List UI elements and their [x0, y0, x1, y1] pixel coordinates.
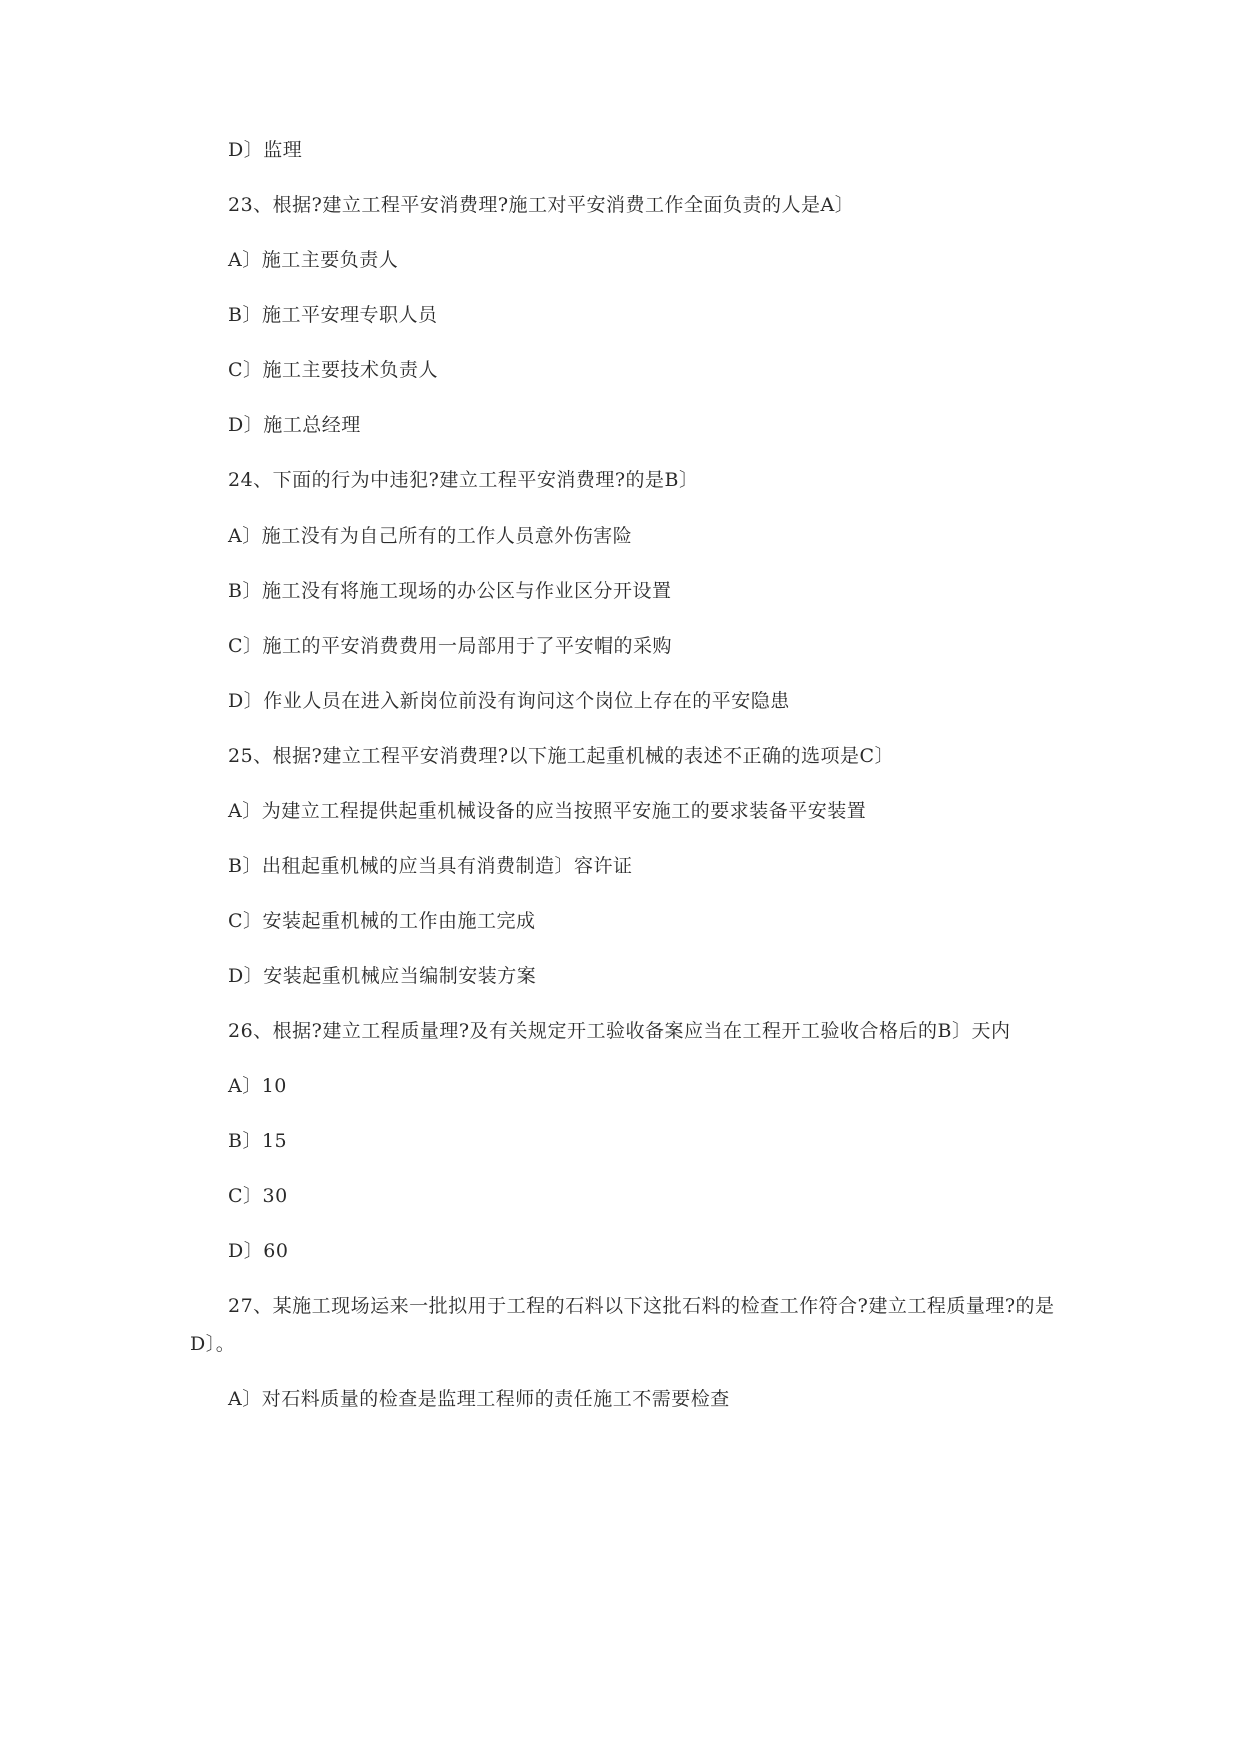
option-b-line: B〕施工没有将施工现场的办公区与作业区分开设置: [228, 580, 672, 602]
question-24: 24、下面的行为中违犯?建立工程平安消费理?的是B〕: [228, 469, 699, 491]
question-26: 26、根据?建立工程质量理?及有关规定开工验收备案应当在工程开工验收合格后的B〕天内: [228, 1020, 1011, 1042]
option-d-line: D〕作业人员在进入新岗位前没有询问这个岗位上存在的平安隐患: [228, 690, 790, 712]
option-d-line: D〕安装起重机械应当编制安装方案: [228, 965, 537, 987]
option-a-line: A〕施工主要负责人: [228, 249, 399, 271]
option-b-line: B〕15: [228, 1130, 288, 1152]
option-c-line: C〕安装起重机械的工作由施工完成: [228, 910, 536, 932]
option-d-line: D〕监理: [228, 139, 303, 161]
option-a-line: A〕10: [228, 1075, 287, 1097]
question-25: 25、根据?建立工程平安消费理?以下施工起重机械的表述不正确的选项是C〕: [228, 745, 895, 767]
option-c-line: C〕施工的平安消费费用一局部用于了平安帽的采购: [228, 635, 673, 657]
option-d-line: D〕60: [228, 1240, 289, 1262]
question-27: 27、某施工现场运来一批拟用于工程的石料以下这批石料的检查工作符合?建立工程质量理?的是D〕。: [190, 1295, 1055, 1355]
option-d-line: D〕施工总经理: [228, 414, 361, 436]
option-a-line: A〕为建立工程提供起重机械设备的应当按照平安施工的要求装备平安装置: [228, 800, 867, 822]
option-a-line: A〕对石料质量的检查是监理工程师的责任施工不需要检查: [228, 1388, 730, 1410]
option-a-line: A〕施工没有为自己所有的工作人员意外伤害险: [228, 525, 633, 547]
question-23: 23、根据?建立工程平安消费理?施工对平安消费工作全面负责的人是A〕: [228, 194, 855, 216]
option-b-line: B〕出租起重机械的应当具有消费制造〕容许证: [228, 855, 633, 877]
option-b-line: B〕施工平安理专职人员: [228, 304, 438, 326]
option-c-line: C〕施工主要技术负责人: [228, 359, 439, 381]
option-c-line: C〕30: [228, 1185, 288, 1207]
